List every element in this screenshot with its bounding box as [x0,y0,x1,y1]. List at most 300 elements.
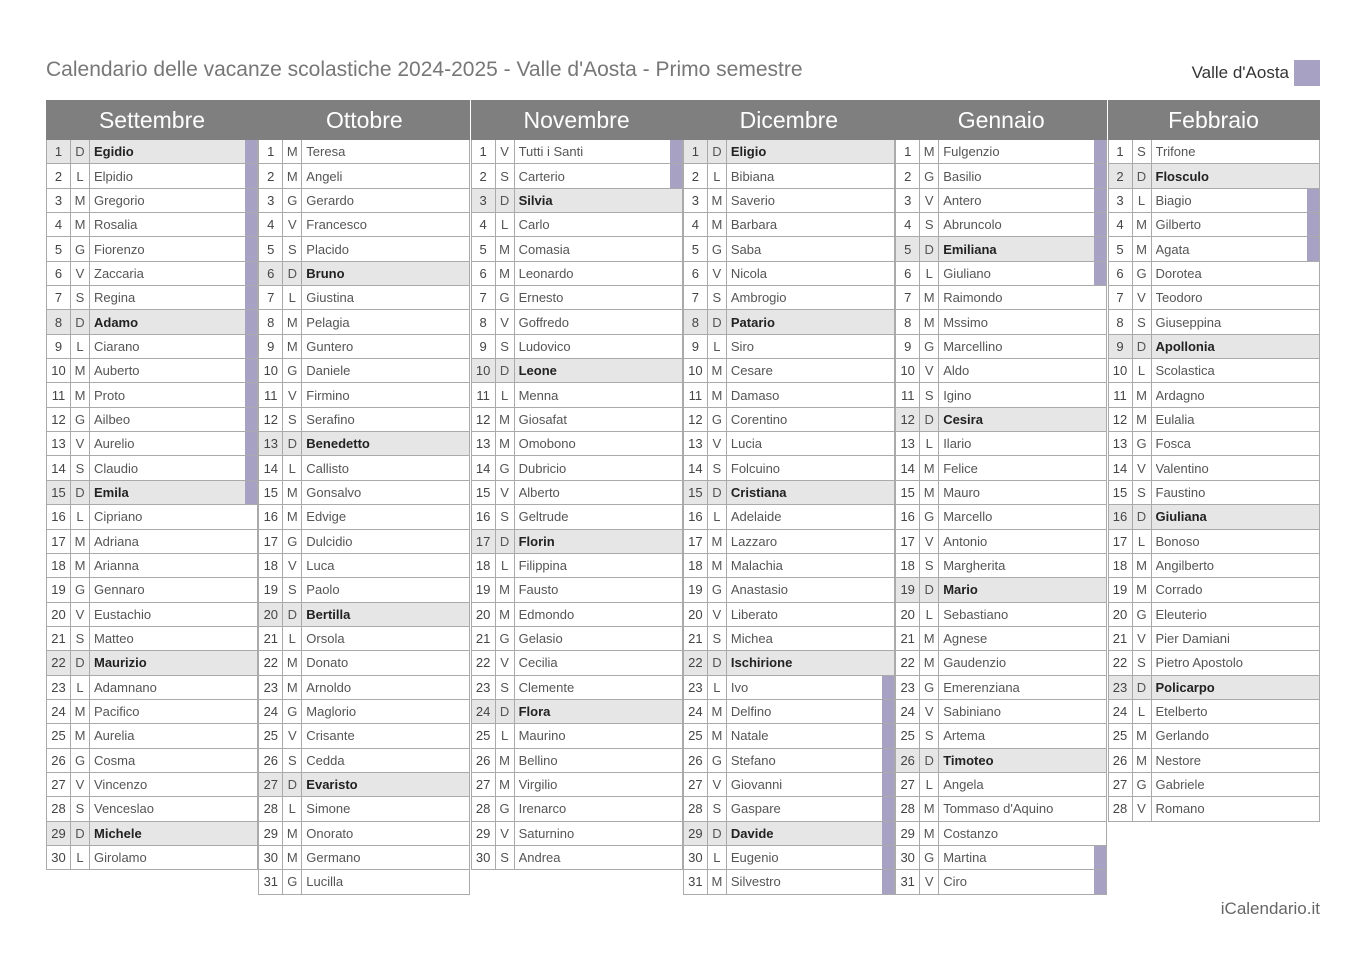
day-row [683,310,895,334]
saint-name: Ailbeo [94,411,131,427]
saint-name: Gregorio [94,192,145,208]
vacation-marker [245,213,257,236]
month-header-3: Dicembre [683,100,895,140]
day-row [895,846,1107,870]
day-number: 3 [1109,189,1133,212]
saint-name: Antonio [943,533,988,549]
weekday-letter: L [496,724,515,747]
day-row [471,262,683,286]
weekday-letter: M [920,627,939,650]
day-number: 17 [47,530,71,553]
day-number: 22 [259,651,283,674]
legend-label: Valle d'Aosta [1191,63,1289,82]
saint-name: Eustachio [94,606,152,622]
vacation-marker [1094,213,1106,236]
day-row [46,505,258,529]
weekday-letter: V [283,724,302,747]
weekday-letter: S [708,797,727,820]
day-number: 30 [259,846,283,869]
day-number: 29 [472,822,496,845]
day-number: 22 [684,651,708,674]
day-row [683,262,895,286]
saint-name: Giuliano [943,265,991,281]
weekday-letter: L [71,846,90,869]
weekday-letter: V [1133,627,1152,650]
weekday-letter: D [496,359,515,382]
day-number: 29 [684,822,708,845]
day-number: 28 [1109,797,1133,820]
saint-name: Teodoro [1155,290,1203,306]
weekday-letter: G [920,676,939,699]
day-row [258,237,470,261]
saint-name: Leonardo [518,265,574,281]
day-number: 20 [896,603,920,626]
weekday-letter: V [496,140,515,163]
weekday-letter: M [496,773,515,796]
saint-name: Daniele [306,363,351,379]
day-number: 7 [684,286,708,309]
day-row [258,456,470,480]
day-row [683,773,895,797]
day-row [683,481,895,505]
day-row [471,797,683,821]
weekday-letter: V [708,603,727,626]
day-number: 25 [1109,724,1133,747]
day-row [258,286,470,310]
saint-name: Tommaso d'Aquino [943,801,1054,817]
day-row [46,724,258,748]
saint-name: Timoteo [943,752,994,768]
saint-name: Marcellino [943,338,1003,354]
month-column [895,140,1107,895]
day-row [683,846,895,870]
weekday-letter: L [920,262,939,285]
day-number: 7 [259,286,283,309]
day-number: 2 [1109,164,1133,187]
day-number: 11 [472,383,496,406]
saint-name: Goffredo [518,314,569,330]
day-row [258,164,470,188]
weekday-letter: V [708,262,727,285]
day-number: 10 [259,359,283,382]
day-number: 21 [896,627,920,650]
weekday-letter: S [496,164,515,187]
day-row [258,383,470,407]
day-number: 19 [259,578,283,601]
day-number: 16 [259,505,283,528]
day-row [258,481,470,505]
day-number: 13 [896,432,920,455]
saint-name: Michea [730,631,773,647]
weekday-letter: D [708,140,727,163]
saint-name: Pelagia [306,314,350,330]
saint-name: Liberato [730,606,778,622]
weekday-letter: S [496,676,515,699]
day-row [683,359,895,383]
weekday-letter: S [71,627,90,650]
saint-name: Proto [94,387,126,403]
weekday-letter: D [708,310,727,333]
saint-name: Rosalia [94,217,138,233]
weekday-letter: S [496,846,515,869]
weekday-letter: V [708,432,727,455]
day-number: 20 [259,603,283,626]
saint-name: Dorotea [1155,265,1202,281]
vacation-marker [882,676,894,699]
day-row [895,237,1107,261]
day-number: 3 [896,189,920,212]
day-row [258,189,470,213]
weekday-letter: G [71,237,90,260]
day-number: 8 [1109,310,1133,333]
weekday-letter: G [920,335,939,358]
day-number: 15 [896,481,920,504]
day-row [258,603,470,627]
weekday-letter: L [1133,189,1152,212]
weekday-letter: V [71,773,90,796]
saint-name: Saturnino [518,825,575,841]
saint-name: Firmino [306,387,350,403]
vacation-marker [245,432,257,455]
vacation-marker [882,822,894,845]
day-number: 7 [47,286,71,309]
day-row [46,262,258,286]
day-row [258,408,470,432]
saint-name: Michele [94,825,142,841]
saint-name: Fiorenzo [94,241,145,257]
saint-name: Gaudenzio [943,655,1007,671]
day-number: 3 [47,189,71,212]
weekday-letter: S [1133,310,1152,333]
saint-name: Fosca [1155,436,1191,452]
day-row [895,481,1107,505]
weekday-letter: M [920,797,939,820]
day-number: 12 [47,408,71,431]
day-row [1108,408,1320,432]
day-number: 8 [259,310,283,333]
day-row [683,408,895,432]
weekday-letter: S [920,383,939,406]
vacation-marker [245,237,257,260]
day-row [683,700,895,724]
day-row [471,408,683,432]
day-number: 8 [472,310,496,333]
month-column [258,140,470,895]
day-number: 12 [472,408,496,431]
day-number: 14 [1109,456,1133,479]
day-number: 9 [47,335,71,358]
weekday-letter: V [71,603,90,626]
saint-name: Margherita [943,558,1006,574]
vacation-marker [245,164,257,187]
weekday-letter: L [71,505,90,528]
weekday-letter: L [708,676,727,699]
day-row [895,286,1107,310]
day-row [895,432,1107,456]
month-column [46,140,258,870]
saint-name: Bruno [306,265,345,281]
day-row [1108,432,1320,456]
weekday-letter: L [283,456,302,479]
saint-name: Etelberto [1155,704,1208,720]
saint-name: Romano [1155,801,1205,817]
day-row [471,383,683,407]
day-number: 18 [1109,554,1133,577]
day-row [46,797,258,821]
day-number: 7 [896,286,920,309]
weekday-letter: M [1133,749,1152,772]
day-row [258,213,470,237]
day-row [895,383,1107,407]
weekday-letter: D [283,603,302,626]
day-row [1108,213,1320,237]
day-row [471,140,683,164]
day-row [471,676,683,700]
weekday-letter: G [1133,262,1152,285]
day-row [258,773,470,797]
day-number: 5 [1109,237,1133,260]
day-number: 10 [47,359,71,382]
day-number: 19 [1109,578,1133,601]
weekday-letter: G [496,286,515,309]
day-number: 1 [47,140,71,163]
saint-name: Eleuterio [1155,606,1207,622]
day-number: 21 [472,627,496,650]
day-row [683,140,895,164]
day-row [1108,651,1320,675]
weekday-letter: G [920,505,939,528]
page-title: Calendario delle vacanze scolastiche 2024-2025 - Valle d'Aosta - Primo semestre [46,58,803,81]
saint-name: Cesare [730,363,773,379]
weekday-letter: D [71,310,90,333]
vacation-marker [1094,164,1106,187]
day-number: 6 [47,262,71,285]
day-row [895,213,1107,237]
weekday-letter: M [708,530,727,553]
day-row [471,578,683,602]
vacation-marker [245,408,257,431]
saint-name: Adamnano [94,679,157,695]
weekday-letter: S [708,286,727,309]
day-row [683,603,895,627]
day-row [895,749,1107,773]
month-header-0: Settembre [46,100,258,140]
weekday-letter: G [496,627,515,650]
day-row [895,651,1107,675]
day-row [258,359,470,383]
weekday-letter: D [1133,335,1152,358]
day-row [1108,383,1320,407]
day-row [471,822,683,846]
day-number: 26 [1109,749,1133,772]
day-number: 24 [259,700,283,723]
day-row [471,189,683,213]
day-row [895,262,1107,286]
day-row [683,578,895,602]
vacation-marker [1094,262,1106,285]
weekday-letter: L [283,627,302,650]
day-number: 18 [684,554,708,577]
day-row [258,870,470,894]
day-row [683,383,895,407]
day-row [471,359,683,383]
saint-name: Edmondo [518,606,575,622]
day-row [258,700,470,724]
saint-name: Sebastiano [943,606,1009,622]
saint-name: Damaso [730,387,780,403]
day-row [683,822,895,846]
saint-name: Regina [94,290,136,306]
day-number: 21 [259,627,283,650]
saint-name: Emiliana [943,241,997,257]
day-row [258,530,470,554]
saint-name: Patario [730,314,775,330]
weekday-letter: G [920,164,939,187]
day-row [1108,481,1320,505]
day-row [46,237,258,261]
saint-name: Crisante [306,728,355,744]
day-row [471,530,683,554]
day-row [683,456,895,480]
saint-name: Lucilla [306,874,344,890]
weekday-letter: V [496,481,515,504]
day-number: 5 [259,237,283,260]
day-number: 22 [47,651,71,674]
day-number: 11 [259,383,283,406]
day-number: 17 [1109,530,1133,553]
day-row [258,262,470,286]
day-number: 24 [1109,700,1133,723]
day-number: 5 [47,237,71,260]
saint-name: Florin [518,533,555,549]
vacation-marker [882,797,894,820]
day-number: 27 [472,773,496,796]
day-number: 10 [684,359,708,382]
day-row [683,213,895,237]
day-row [1108,627,1320,651]
saint-name: Egidio [94,144,134,160]
vacation-marker [1307,213,1319,236]
saint-name: Ilario [943,436,972,452]
vacation-marker [245,262,257,285]
saint-name: Pier Damiani [1155,631,1230,647]
day-number: 8 [684,310,708,333]
saint-name: Giovanni [730,777,783,793]
day-row [895,676,1107,700]
month-header-4: Gennaio [895,100,1107,140]
saint-name: Giuliana [1155,509,1207,525]
saint-name: Ardagno [1155,387,1205,403]
day-row [258,140,470,164]
weekday-letter: D [496,700,515,723]
weekday-letter: D [708,481,727,504]
saint-name: Trifone [1155,144,1196,160]
weekday-letter: D [920,578,939,601]
saint-name: Paolo [306,582,340,598]
day-row [258,651,470,675]
saint-name: Orsola [306,631,345,647]
saint-name: Simone [306,801,351,817]
weekday-letter: M [496,749,515,772]
weekday-letter: V [1133,286,1152,309]
day-number: 18 [896,554,920,577]
day-row [46,846,258,870]
saint-name: Teresa [306,144,346,160]
weekday-letter: V [496,822,515,845]
day-number: 7 [472,286,496,309]
weekday-letter: M [708,383,727,406]
weekday-letter: V [920,700,939,723]
day-row [895,822,1107,846]
day-number: 30 [684,846,708,869]
saint-name: Giuseppina [1155,314,1222,330]
day-number: 28 [684,797,708,820]
saint-name: Arianna [94,558,139,574]
day-number: 7 [1109,286,1133,309]
weekday-letter: L [708,164,727,187]
saint-name: Placido [306,241,349,257]
weekday-letter: G [708,237,727,260]
saint-name: Benedetto [306,436,370,452]
day-number: 21 [684,627,708,650]
day-number: 14 [684,456,708,479]
day-row [46,627,258,651]
day-number: 16 [472,505,496,528]
vacation-marker [245,359,257,382]
day-row [258,846,470,870]
day-row [683,530,895,554]
day-row [46,530,258,554]
weekday-letter: L [71,164,90,187]
day-number: 26 [896,749,920,772]
day-row [683,676,895,700]
vacation-marker [1094,189,1106,212]
saint-name: Flosculo [1155,168,1209,184]
weekday-letter: V [920,530,939,553]
saint-name: Mauro [943,484,981,500]
day-row [46,310,258,334]
vacation-marker [1094,870,1106,893]
weekday-letter: D [496,189,515,212]
day-number: 9 [684,335,708,358]
weekday-letter: G [496,456,515,479]
weekday-letter: M [283,846,302,869]
day-number: 24 [896,700,920,723]
weekday-letter: G [496,797,515,820]
weekday-letter: M [920,286,939,309]
day-number: 15 [684,481,708,504]
saint-name: Gerardo [306,192,354,208]
weekday-letter: D [920,749,939,772]
saint-name: Edvige [306,509,347,525]
saint-name: Matteo [94,631,134,647]
day-row [46,335,258,359]
saint-name: Maglorio [306,704,357,720]
day-number: 21 [47,627,71,650]
saint-name: Anastasio [730,582,788,598]
weekday-letter: L [920,603,939,626]
saint-name: Evaristo [306,777,358,793]
saint-name: Eligio [730,144,767,160]
saint-name: Gelasio [518,631,563,647]
day-number: 20 [1109,603,1133,626]
day-number: 16 [47,505,71,528]
day-row [1108,554,1320,578]
weekday-letter: V [1133,797,1152,820]
weekday-letter: M [496,262,515,285]
day-row [471,603,683,627]
day-row [46,749,258,773]
